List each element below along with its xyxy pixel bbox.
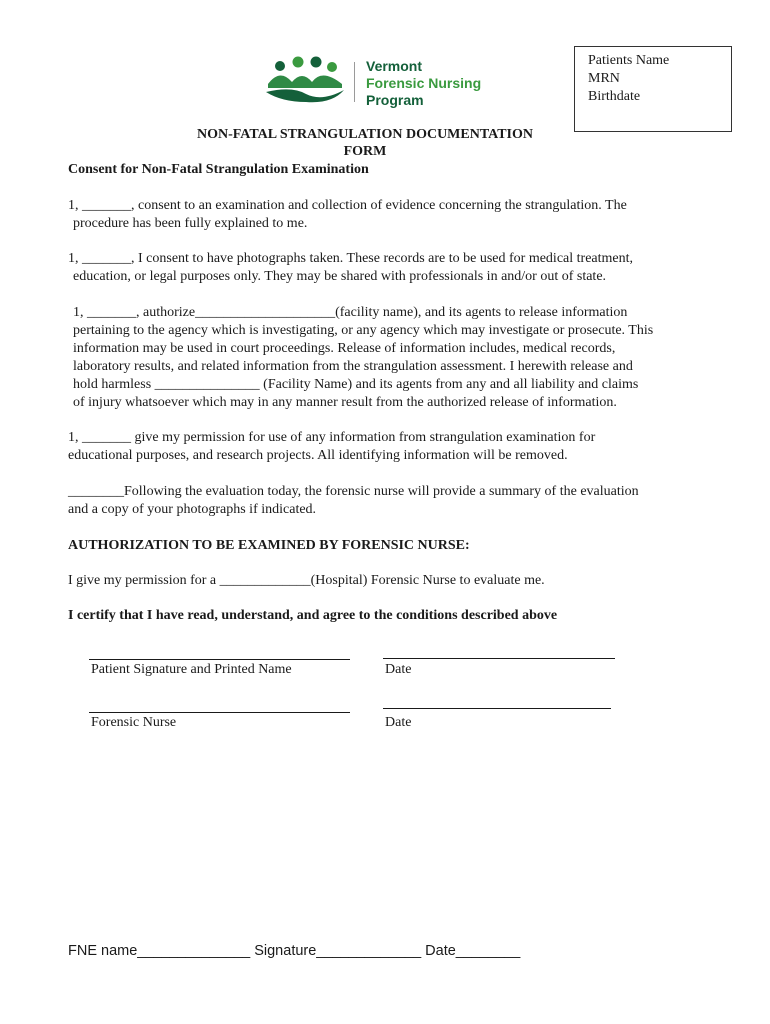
release-line-3: information may be used in court proceedings. Release of information includes, medical records, [73,341,616,356]
logo-divider [354,62,355,102]
consent-photo-line-2: education, or legal purposes only. They may be shared with professionals in and/or out of state. [73,269,607,284]
date-label-1: Date [385,662,412,677]
summary-line-1: ________Following the evaluation today, the forensic nurse will provide a summary of the evaluation [68,484,639,499]
logo-line-1: Vermont [366,58,423,74]
program-logo [262,56,522,106]
education-line-1: 1, _______ give my permission for use of any information from strangulation examination for [68,430,596,445]
summary-line-2: and a copy of your photographs if indicated. [68,502,317,517]
permission-line: I give my permission for a _____________(Hospital) Forensic Nurse to evaluate me. [68,573,545,588]
patient-signature-label: Patient Signature and Printed Name [91,662,292,677]
mrn-label: MRN [588,71,620,86]
date-line-1[interactable] [383,658,615,659]
consent-exam-line-1: 1, _______, consent to an examination and collection of evidence concerning the strangulation. The [68,198,627,213]
birthdate-label: Birthdate [588,89,641,104]
patients-name-label: Patients Name [588,53,670,68]
date-label-2: Date [385,715,412,730]
patient-id-box[interactable] [574,46,732,132]
date-line-2[interactable] [383,708,611,709]
consent-heading: Consent for Non-Fatal Strangulation Examination [68,162,369,177]
forensic-nurse-label: Forensic Nurse [91,715,177,730]
consent-exam-line-2: procedure has been fully explained to me. [73,216,308,231]
authorization-heading: AUTHORIZATION TO BE EXAMINED BY FORENSIC NURSE: [68,538,470,553]
release-line-5: hold harmless _______________ (Facility Name) and its agents from any and all liability and claims [73,377,639,392]
consent-photo-line-1: 1, _______, I consent to have photographs taken. These records are to be used for medical treatment, [68,251,634,266]
logo-line-2: Forensic Nursing [366,75,482,91]
title-line-1: NON-FATAL STRANGULATION DOCUMENTATION [196,127,534,142]
release-line-2: pertaining to the agency which is investigating, or any agency which may investigate or prosecute. This [73,323,654,338]
certify-line: I certify that I have read, understand, and agree to the conditions described above [68,608,558,623]
title-line-2: FORM [343,144,387,159]
fne-footer-line[interactable]: FNE name______________ Signature_____________ Date________ [68,943,521,959]
education-line-2: educational purposes, and research projects. All identifying information will be removed. [68,448,568,463]
people-hands-icon [262,56,348,106]
release-line-4: laboratory results, and related information from the strangulation assessment. I herewith release and [73,359,633,374]
release-line-6: of injury whatsoever which may in any manner result from the authorized release of information. [73,395,617,410]
forensic-nurse-signature-line[interactable] [89,712,350,713]
form-title [150,126,580,160]
patient-signature-line[interactable] [89,659,350,660]
logo-text [366,58,481,109]
logo-line-3: Program [366,92,424,108]
release-line-1: 1, _______, authorize____________________(facility name), and its agents to release information [73,305,628,320]
